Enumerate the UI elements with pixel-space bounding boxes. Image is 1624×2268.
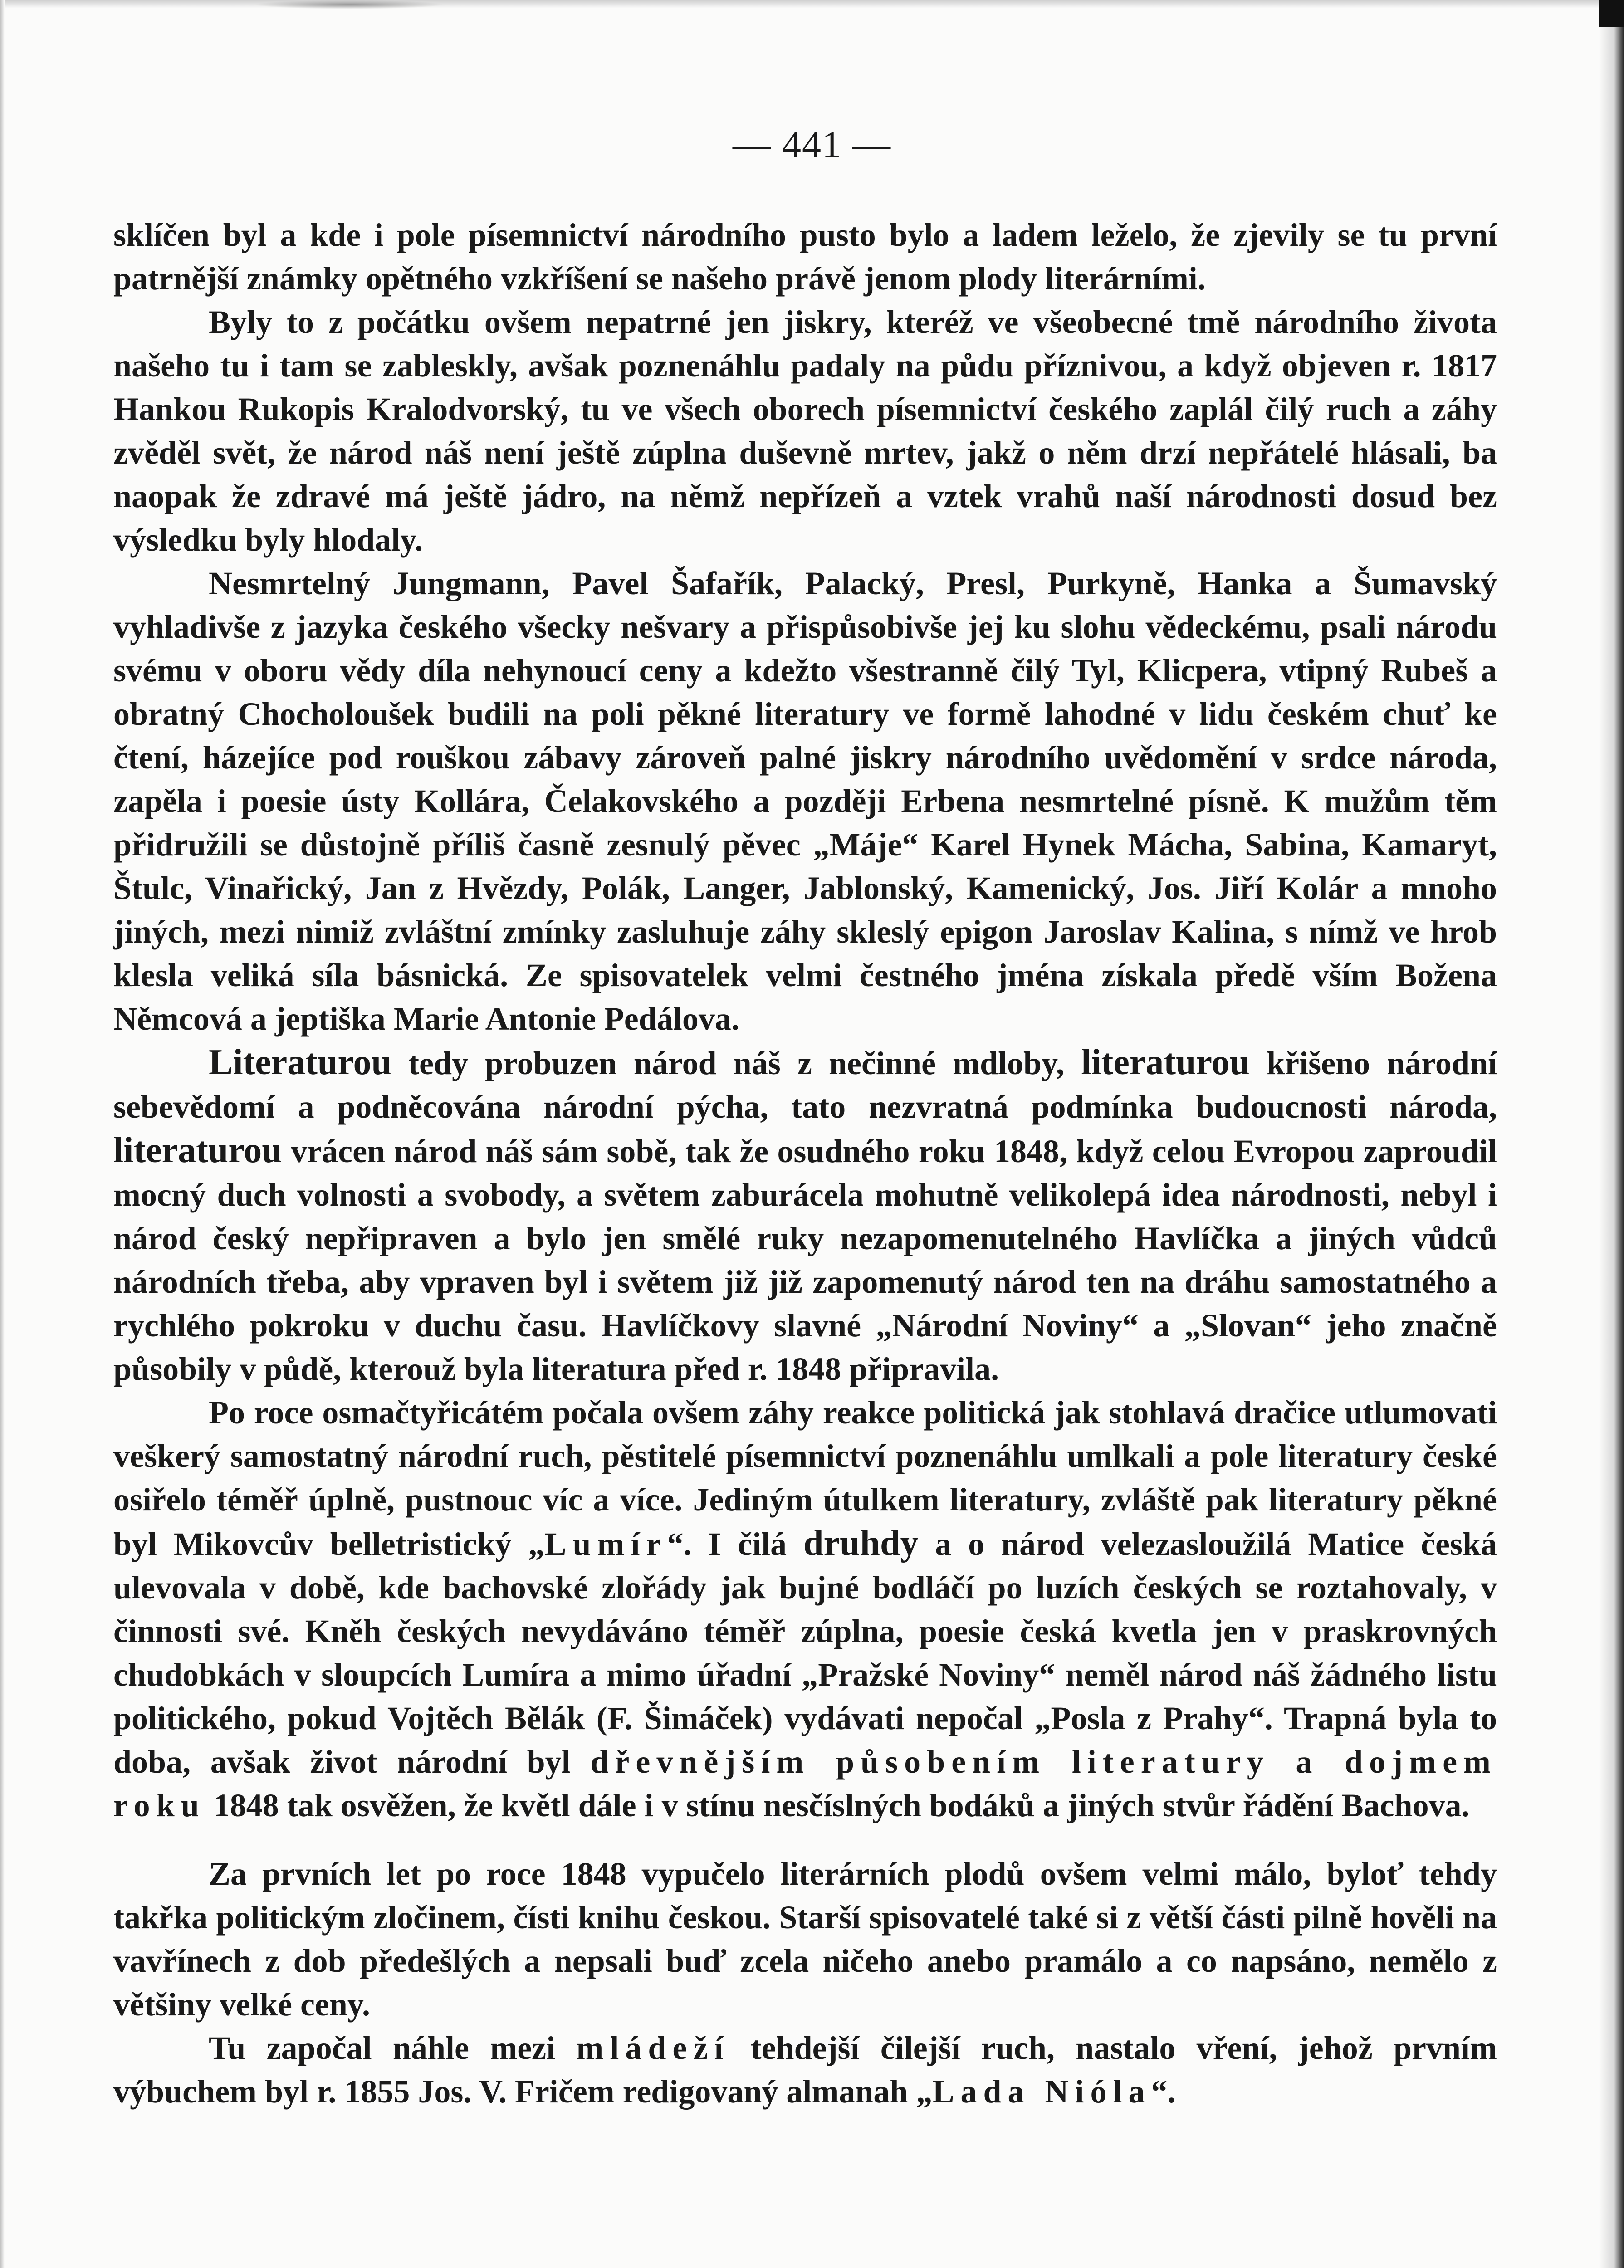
paragraph-5-part-4: 1848 tak osvěžen, že květl dále i v stínu nesčíslných bodáků a jiných stvůr řádění Bachova. <box>205 1787 1470 1823</box>
paragraph-4-part-2: křišeno národní sebevědomí a podněcována národní pýcha, tato nezvratná podmínka budoucnosti národa, <box>113 1045 1497 1125</box>
scan-edge-right <box>1599 0 1624 2268</box>
spaced-mladezi: mládeží <box>576 2030 730 2066</box>
paragraph-4-part-3: vrácen národ náš sám sobě, tak že osudného roku 1848, když celou Evropou zaproudil mocný duch volnosti a svobody, a světem zaburácela mohutně velikolepá idea národnosti, nebyl i národ český nepřipraven a bylo jen smělé ruky nezapomenutelného Havlíčka a jiných vůdců národních třeba, aby vpraven byl i světem již již zapomenutý národ ten na dráhu samostatného a rychlého pokroku v duchu času. Havlíčkovy slavné „Národní Noviny“ a „Slovan“ jeho značně působily v půdě, kterouž byla literatura před r. 1848 připravila. <box>113 1133 1497 1387</box>
spaced-lada-niola: Lada Nióla <box>932 2073 1151 2110</box>
paragraph-4 <box>113 1041 1497 1391</box>
scan-edge-left <box>0 0 5 2268</box>
scan-edge-top <box>0 0 1624 8</box>
emphasis-druhdy: druhdy <box>803 1523 919 1563</box>
paragraph-7-part-3: “. <box>1151 2073 1176 2110</box>
paragraph-1: sklíčen byl a kde i pole písemnictví národního pusto bylo a ladem leželo, že zjevily se tu první patrnější známky opětného vzkříšení se našeho právě jenom plody literárními. <box>113 217 1497 297</box>
paragraph-5-part-2: “. I čilá <box>667 1526 804 1562</box>
paragraph-7-part-2: tehdejší čilejší ruch, nastalo vření, jehož prvním výbuchem byl r. 1855 Jos. V. Fričem redigovaný almanah „ <box>113 2030 1497 2110</box>
paragraph-7 <box>113 2026 1497 2113</box>
scan-smudge <box>254 0 445 9</box>
paragraph-5-part-1: Po roce osmačtyřicátém počala ovšem záhy reakce politická jak stohlavá dračice utlumovati veškerý samostatný národní ruch, pěstitelé písemnictví poznenáhlu umlkali a pole literatury české osiřelo téměř úplně, pustnouc víc a více. Jediným útulkem literatury, zvláště pak literatury pěkné byl Mikovcův belletristický „ <box>113 1394 1497 1562</box>
paragraph-2: Byly to z počátku ovšem nepatrné jen jiskry, kteréž ve všeobecné tmě národního života našeho tu i tam se zableskly, avšak poznenáhlu padaly na půdu příznivou, a když objeven r. 1817 Hankou Rukopis Kralodvorský, tu ve všech oborech písemnictví českého zaplál čilý ruch a záhy zvěděl svět, že národ náš není ještě zúplna duševně mrtev, jakž o něm drzí nepřátelé hlásali, ba naopak že zdravé má ještě jádro, na němž nepřízeň a vztek vrahů naší národnosti dosud bez výsledku byly hlodaly. <box>113 304 1497 558</box>
paragraph-4-part-1: tedy probuzen národ náš z nečinné mdloby, <box>391 1045 1081 1081</box>
paragraph-3: Nesmrtelný Jungmann, Pavel Šafařík, Palacký, Presl, Purkyně, Hanka a Šumavský vyhladivše z jazyka českého všecky nešvary a přispůsobivše jej ku slohu vědeckému, psali národu svému v oboru vědy díla nehynoucí ceny a kdežto všestranně čilý Tyl, Klicpera, vtipný Rubeš a obratný Chocholoušek budili na poli pěkné literatury ve formě lahodné v lidu českém chuť ke čtení, házejíce pod rouškou zábavy zároveň palné jiskry národního uvědomění v srdce národa, zapěla i poesie ústy Kollára, Čelakovského a později Erbena nesmrtelné písně. K mužům těm přidružili se důstojně příliš časně zesnulý pěvec „Máje“ Karel Hynek Mácha, Sabina, Kamaryt, Štulc, Vinařický, Jan z Hvězdy, Polák, Langer, Jablonský, Kamenický, Jos. Jiří Kolár a mnoho jiných, mezi nimiž zvláštní zmínky zasluhuje záhy skleslý epigon Jaroslav Kalina, s nímž ve hrob klesla veliká síla básnická. Ze spisovatelek velmi čestného jména získala předě vším Božena Němcová a jeptiška Marie Antonie Pedálova. <box>113 565 1497 1037</box>
emphasis-literaturou-1: Literaturou <box>209 1042 391 1082</box>
page-number: — 441 — <box>733 123 891 166</box>
paragraph-5-part-3: a o národ velezasloužilá Matice česká ulevovala v době, kde bachovské zlořády jak bujné bodláčí po luzích českých se roztahovaly, v činnosti své. Kněh českých nevydáváno téměř zúplna, poesie česká kvetla jen v praskrovných chudobkách v sloupcích Lumíra a mimo úřadní „Pražské Noviny“ neměl národ náš žádného listu politického, pokud Vojtěch Bělák (F. Šimáček) vydávati nepočal „Posla z Prahy“. Trapná byla to doba, avšak život národní byl <box>113 1526 1497 1780</box>
paragraph-7-part-1: Tu započal náhle mezi <box>209 2030 577 2066</box>
paragraph-5 <box>113 1391 1497 1827</box>
emphasis-literaturou-3: literaturou <box>113 1130 282 1170</box>
scan-corner-mark <box>1599 0 1624 27</box>
spaced-drevnejsim: dřevnějším působením literatury a dojmem roku <box>113 1744 1497 1823</box>
body-text <box>113 213 1497 2113</box>
emphasis-literaturou-2: literaturou <box>1081 1042 1250 1082</box>
paragraph-6: Za prvních let po roce 1848 vypučelo literárních plodů ovšem velmi málo, byloť tehdy takřka politickým zločinem, čísti knihu českou. Starší spisovatelé také si z větší části pilně hověli na vavřínech z dob předešlých a nepsali buď zcela ničeho anebo pramálo a co napsáno, nemělo z většiny velké ceny. <box>113 1856 1497 2023</box>
spaced-lumir: Lumír <box>544 1526 667 1562</box>
